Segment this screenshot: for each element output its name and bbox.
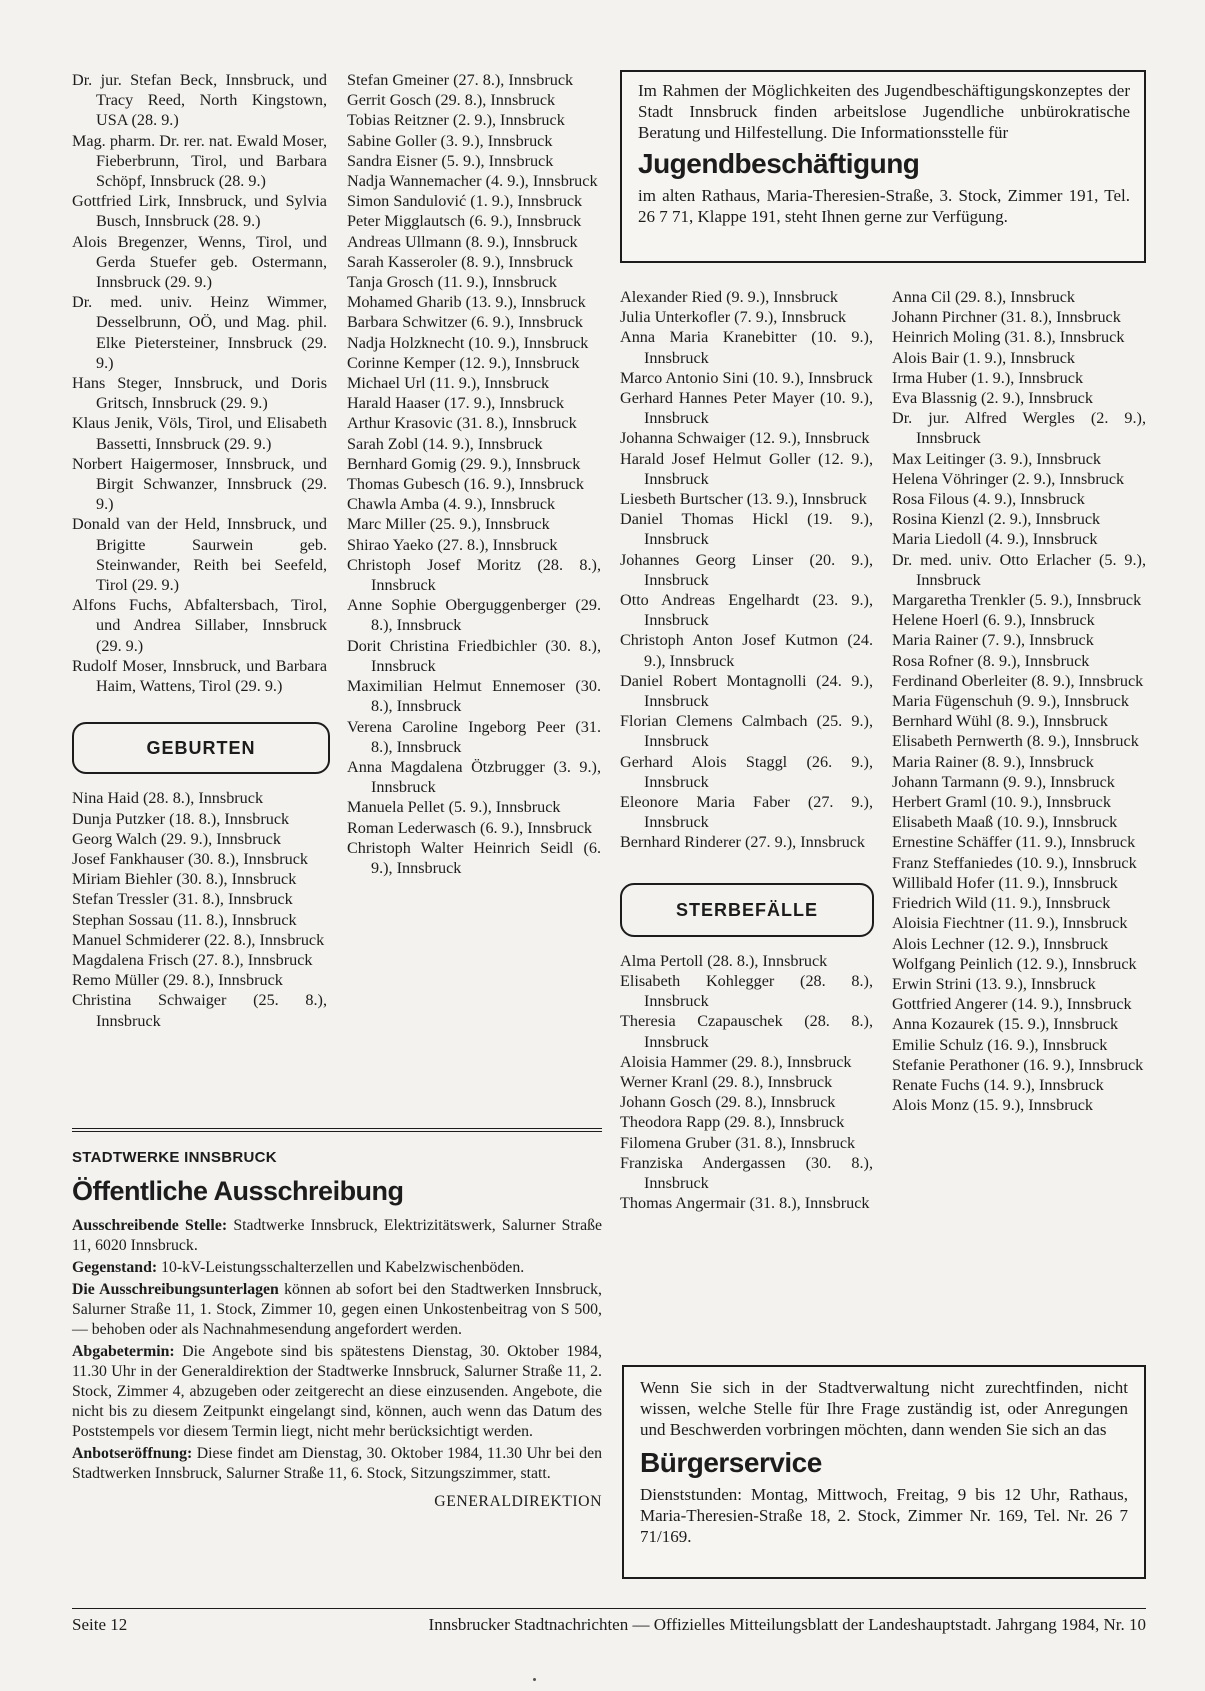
birth-entry: Maximilian Helmut Ennemoser (30. 8.), Innsbruck	[347, 677, 601, 716]
birth-entry: Sandra Eisner (5. 9.), Innsbruck	[347, 151, 554, 170]
tender-subject: Gegenstand: 10-kV-Leistungsschalterzellen und Kabelzwischenböden.	[72, 1259, 525, 1276]
birth-entry: Julia Unterkofler (7. 9.), Innsbruck	[620, 308, 847, 327]
birth-entry: Christoph Anton Josef Kutmon (24. 9.), Innsbruck	[620, 631, 873, 670]
tender-signature: GENERALDIREKTION	[434, 1493, 602, 1510]
birth-entry: Shirao Yaeko (27. 8.), Innsbruck	[347, 535, 558, 554]
birth-entry: Sarah Kasseroler (8. 9.), Innsbruck	[347, 252, 574, 271]
death-entry: Max Leitinger (3. 9.), Innsbruck	[892, 449, 1102, 468]
birth-entry: Eleonore Maria Faber (27. 9.), Innsbruck	[620, 793, 873, 832]
death-entry: Elisabeth Kohlegger (28. 8.), Innsbruck	[620, 971, 873, 1011]
death-entry: Friedrich Wild (11. 9.), Innsbruck	[892, 894, 1111, 913]
birth-entry: Christoph Josef Moritz (28. 8.), Innsbruck	[347, 555, 601, 595]
marriage-entry: Gottfried Lirk, Innsbruck, und Sylvia Busch, Innsbruck (28. 9.)	[72, 192, 327, 231]
page-number: Seite 12	[72, 1615, 128, 1634]
death-entry: Anna Kozaurek (15. 9.), Innsbruck	[892, 1015, 1119, 1034]
death-entry: Ernestine Schäffer (11. 9.), Innsbruck	[892, 833, 1136, 852]
birth-entry: Remo Müller (29. 8.), Innsbruck	[72, 971, 283, 990]
birth-entry: Sarah Zobl (14. 9.), Innsbruck	[347, 434, 543, 453]
birth-entry: Simon Sandulović (1. 9.), Innsbruck	[347, 192, 583, 211]
death-entry: Alois Monz (15. 9.), Innsbruck	[892, 1096, 1093, 1115]
death-entry: Margaretha Trenkler (5. 9.), Innsbruck	[892, 591, 1142, 610]
death-entry: Anna Cil (29. 8.), Innsbruck	[892, 288, 1075, 306]
death-entry: Theodora Rapp (29. 8.), Innsbruck	[620, 1113, 845, 1132]
citizen-service-intro: Wenn Sie sich in der Stadtverwaltung nicht zurechtfinden, nicht wissen, welche Stelle für Ihre Frage zuständig ist, oder Anregungen und Beschwerden vorbringen möchten, dann wenden Sie sich an das	[640, 1378, 1128, 1439]
death-entry: Franz Steffaniedes (10. 9.), Innsbruck	[892, 853, 1137, 872]
birth-entry: Tanja Grosch (11. 9.), Innsbruck	[347, 273, 557, 292]
birth-entry: Gerhard Alois Staggl (26. 9.), Innsbruck	[620, 752, 873, 791]
birth-entry: Alexander Ried (9. 9.), Innsbruck	[620, 288, 839, 306]
youth-employment-box	[620, 70, 1146, 263]
birth-entry: Michael Url (11. 9.), Innsbruck	[347, 374, 550, 393]
birth-entry: Arthur Krasovic (31. 8.), Innsbruck	[347, 414, 577, 433]
death-entry: Renate Fuchs (14. 9.), Innsbruck	[892, 1075, 1104, 1094]
tender-kicker: STADTWERKE INNSBRUCK	[72, 1149, 277, 1166]
tender-documents: Die Ausschreibungsunterlagen können ab sofort bei den Stadtwerken Innsbruck, Salurner Straße 11, 1. Stock, Zimmer 10, gegen einen Unkostenbeitrag von S 500,— behoben oder als Nachnahmesendung angefordert werden.	[72, 1281, 603, 1338]
page-footer	[72, 1608, 1146, 1635]
column-births-deaths	[620, 287, 873, 1213]
death-entry: Gottfried Angerer (14. 9.), Innsbruck	[892, 995, 1132, 1014]
birth-entry: Johanna Schwaiger (12. 9.), Innsbruck	[620, 429, 870, 448]
births-list-continued-2	[620, 287, 873, 853]
birth-entry: Harald Josef Helmut Goller (12. 9.), Innsbruck	[620, 449, 873, 488]
deaths-list	[620, 951, 873, 1214]
death-entry: Thomas Angermair (31. 8.), Innsbruck	[620, 1194, 870, 1213]
death-entry: Alois Bair (1. 9.), Innsbruck	[892, 348, 1075, 367]
birth-entry: Georg Walch (29. 9.), Innsbruck	[72, 829, 281, 848]
death-entry: Dr. med. univ. Otto Erlacher (5. 9.), Innsbruck	[892, 550, 1146, 589]
marriage-entry: Dr. jur. Stefan Beck, Innsbruck, und Tracy Reed, North Kingstown, USA (28. 9.)	[72, 71, 327, 130]
deaths-list-continued	[892, 287, 1146, 1115]
birth-entry: Corinne Kemper (12. 9.), Innsbruck	[347, 353, 580, 372]
death-entry: Werner Kranl (29. 8.), Innsbruck	[620, 1072, 833, 1091]
births-title: GEBURTEN	[146, 738, 256, 759]
birth-entry: Otto Andreas Engelhardt (23. 9.), Innsbruck	[620, 591, 873, 630]
death-entry: Rosina Kienzl (2. 9.), Innsbruck	[892, 510, 1101, 529]
death-entry: Maria Rainer (7. 9.), Innsbruck	[892, 631, 1094, 650]
birth-entry: Nadja Wannemacher (4. 9.), Innsbruck	[347, 172, 598, 191]
public-tender-notice	[72, 1148, 602, 1512]
youth-employment-title: Jugendbeschäftigung	[638, 148, 920, 179]
birth-entry: Stephan Sossau (11. 8.), Innsbruck	[72, 910, 297, 929]
birth-entry: Miriam Biehler (30. 8.), Innsbruck	[72, 870, 297, 889]
death-entry: Erwin Strini (13. 9.), Innsbruck	[892, 974, 1096, 993]
marriage-list	[72, 70, 327, 696]
tender-opening: Anbotseröffnung: Diese findet am Dienstag, 30. Oktober 1984, 11.30 Uhr bei den Stadtwerken Innsbruck, Salurner Straße 11, 6. Stock, Sitzungszimmer, statt.	[72, 1445, 602, 1482]
death-entry: Rosa Filous (4. 9.), Innsbruck	[892, 490, 1085, 509]
marriage-entry: Donald van der Held, Innsbruck, und Brigitte Saurwein geb. Steinwander, Reith bei Seefeld, Tirol (29. 9.)	[72, 515, 327, 595]
death-entry: Eva Blassnig (2. 9.), Innsbruck	[892, 389, 1093, 408]
birth-entry: Mohamed Gharib (13. 9.), Innsbruck	[347, 293, 586, 312]
deaths-title: STERBEFÄLLE	[675, 899, 818, 920]
print-speck	[533, 1678, 536, 1681]
death-entry: Ferdinand Oberleiter (8. 9.), Innsbruck	[892, 671, 1144, 690]
death-entry: Aloisia Hammer (29. 8.), Innsbruck	[620, 1052, 852, 1071]
birth-entry: Josef Fankhauser (30. 8.), Innsbruck	[72, 849, 309, 868]
birth-entry: Chawla Amba (4. 9.), Innsbruck	[347, 495, 556, 514]
birth-entry: Anne Sophie Oberguggenberger (29. 8.), Innsbruck	[347, 596, 601, 635]
section-heading-births	[72, 722, 330, 774]
birth-entry: Dunja Putzker (18. 8.), Innsbruck	[72, 809, 290, 828]
death-entry: Alma Pertoll (28. 8.), Innsbruck	[620, 951, 828, 970]
birth-entry: Anna Maria Kranebitter (10. 9.), Innsbruck	[620, 328, 873, 367]
marriage-entry: Hans Steger, Innsbruck, und Doris Gritsch, Innsbruck (29. 9.)	[72, 374, 327, 413]
birth-entry: Nina Haid (28. 8.), Innsbruck	[72, 789, 264, 808]
death-entry: Herbert Graml (10. 9.), Innsbruck	[892, 793, 1111, 812]
death-entry: Elisabeth Maaß (10. 9.), Innsbruck	[892, 813, 1118, 832]
death-entry: Rosa Rofner (8. 9.), Innsbruck	[892, 651, 1090, 670]
birth-entry: Christina Schwaiger (25. 8.), Innsbruck	[72, 991, 327, 1030]
death-entry: Filomena Gruber (31. 8.), Innsbruck	[620, 1133, 856, 1152]
marriage-entry: Klaus Jenik, Völs, Tirol, und Elisabeth Bassetti, Innsbruck (29. 9.)	[72, 414, 327, 453]
death-entry: Johann Gosch (29. 8.), Innsbruck	[620, 1093, 836, 1112]
birth-entry: Gerhard Hannes Peter Mayer (10. 9.), Innsbruck	[620, 389, 873, 428]
death-entry: Stefanie Perathoner (16. 9.), Innsbruck	[892, 1055, 1144, 1074]
birth-entry: Manuela Pellet (5. 9.), Innsbruck	[347, 798, 561, 817]
citizen-service-title: Bürgerservice	[640, 1447, 822, 1478]
publication-title: Innsbrucker Stadtnachrichten — Offizielles Mitteilungsblatt der Landeshauptstadt. Jahrgang 1984, Nr. 10	[428, 1615, 1146, 1634]
death-entry: Maria Fügenschuh (9. 9.), Innsbruck	[892, 692, 1129, 711]
birth-entry: Sabine Goller (3. 9.), Innsbruck	[347, 131, 553, 150]
death-entry: Irma Huber (1. 9.), Innsbruck	[892, 368, 1084, 387]
column-marriages-births	[72, 70, 327, 1031]
death-entry: Helena Vöhringer (2. 9.), Innsbruck	[892, 469, 1125, 488]
death-entry: Dr. jur. Alfred Wergles (2. 9.), Innsbruck	[892, 409, 1146, 448]
birth-entry: Andreas Ullmann (8. 9.), Innsbruck	[347, 232, 578, 251]
death-entry: Maria Liedoll (4. 9.), Innsbruck	[892, 530, 1098, 549]
birth-entry: Johannes Georg Linser (20. 9.), Innsbruck	[620, 550, 873, 589]
birth-entry: Daniel Thomas Hickl (19. 9.), Innsbruck	[620, 510, 873, 549]
birth-entry: Stefan Gmeiner (27. 8.), Innsbruck	[347, 71, 574, 89]
birth-entry: Anna Magdalena Ötzbrugger (3. 9.), Innsbruck	[347, 757, 601, 797]
birth-entry: Nadja Holzknecht (10. 9.), Innsbruck	[347, 333, 589, 352]
column-births-continued	[347, 70, 601, 878]
youth-employment-text: im alten Rathaus, Maria-Theresien-Straße, 3. Stock, Zimmer 191, Tel. 26 7 71, Klappe 191, steht Ihnen gerne zur Verfügung.	[638, 186, 1130, 226]
marriage-entry: Rudolf Moser, Innsbruck, und Barbara Haim, Wattens, Tirol (29. 9.)	[72, 656, 327, 696]
section-heading-deaths	[620, 883, 874, 937]
death-entry: Emilie Schulz (16. 9.), Innsbruck	[892, 1035, 1108, 1054]
birth-entry: Christoph Walter Heinrich Seidl (6. 9.), Innsbruck	[347, 838, 601, 877]
death-entry: Helene Hoerl (6. 9.), Innsbruck	[892, 611, 1095, 630]
birth-entry: Dorit Christina Friedbichler (30. 8.), Innsbruck	[347, 636, 601, 675]
birth-entry: Manuel Schmiderer (22. 8.), Innsbruck	[72, 930, 325, 949]
death-entry: Bernhard Wühl (8. 9.), Innsbruck	[892, 712, 1108, 731]
birth-entry: Peter Migglautsch (6. 9.), Innsbruck	[347, 212, 582, 231]
births-list	[72, 788, 327, 1030]
death-entry: Alois Lechner (12. 9.), Innsbruck	[892, 934, 1109, 953]
marriage-entry: Mag. pharm. Dr. rer. nat. Ewald Moser, Fieberbrunn, Tirol, und Barbara Schöpf, Innsbruck (28. 9.)	[72, 131, 327, 191]
birth-entry: Marco Antonio Sini (10. 9.), Innsbruck	[620, 368, 873, 387]
birth-entry: Bernhard Gomig (29. 9.), Innsbruck	[347, 454, 581, 473]
death-entry: Franziska Andergassen (30. 8.), Innsbruck	[620, 1153, 873, 1192]
birth-entry: Florian Clemens Calmbach (25. 9.), Innsbruck	[620, 712, 873, 751]
marriage-entry: Dr. med. univ. Heinz Wimmer, Desselbrunn, OÖ, und Mag. phil. Elke Pietersteiner, Innsbruck (29. 9.)	[72, 293, 327, 372]
section-divider	[72, 1128, 602, 1132]
birth-entry: Verena Caroline Ingeborg Peer (31. 8.), Innsbruck	[347, 717, 601, 756]
tender-deadline: Abgabetermin: Die Angebote sind bis spätestens Dienstag, 30. Oktober 1984, 11.30 Uhr in der Generaldirektion der Stadtwerke Innsbruck, Salurner Straße 11, 2. Stock, Zimmer 4, abzugeben oder zeitgerecht an diese einzusenden. Angebote, die nicht bis zu diesem Zeitpunkt eingelangt sind, können, auch wenn das Datum des Poststempels vor diesem Termin liegt, nicht mehr berücksichtigt werden.	[72, 1343, 603, 1440]
death-entry: Maria Rainer (8. 9.), Innsbruck	[892, 752, 1094, 771]
column-deaths-continued	[892, 287, 1146, 1115]
birth-entry: Liesbeth Burtscher (13. 9.), Innsbruck	[620, 490, 867, 509]
birth-entry: Gerrit Gosch (29. 8.), Innsbruck	[347, 91, 556, 110]
birth-entry: Barbara Schwitzer (6. 9.), Innsbruck	[347, 313, 583, 332]
marriage-entry: Alfons Fuchs, Abfaltersbach, Tirol, und Andrea Sillaber, Innsbruck (29. 9.)	[72, 596, 327, 655]
birth-entry: Thomas Gubesch (16. 9.), Innsbruck	[347, 475, 584, 494]
death-entry: Aloisia Fiechtner (11. 9.), Innsbruck	[892, 914, 1128, 933]
death-entry: Johann Pirchner (31. 8.), Innsbruck	[892, 308, 1121, 327]
marriage-entry: Alois Bregenzer, Wenns, Tirol, und Gerda Stuefer geb. Ostermann, Innsbruck (29. 9.)	[72, 232, 327, 292]
citizen-service-box	[622, 1365, 1146, 1579]
birth-entry: Marc Miller (25. 9.), Innsbruck	[347, 515, 550, 534]
tender-issuer: Ausschreibende Stelle: Stadtwerke Innsbruck, Elektrizitätswerk, Salurner Straße 11, 6020 Innsbruck.	[72, 1217, 603, 1254]
birth-entry: Magdalena Frisch (27. 8.), Innsbruck	[72, 950, 313, 969]
birth-entry: Bernhard Rinderer (27. 9.), Innsbruck	[620, 833, 865, 852]
death-entry: Wolfgang Peinlich (12. 9.), Innsbruck	[892, 954, 1137, 973]
birth-entry: Daniel Robert Montagnolli (24. 9.), Innsbruck	[620, 671, 873, 711]
birth-entry: Tobias Reitzner (2. 9.), Innsbruck	[347, 111, 565, 130]
birth-entry: Stefan Tressler (31. 8.), Innsbruck	[72, 890, 293, 909]
death-entry: Heinrich Moling (31. 8.), Innsbruck	[892, 328, 1125, 347]
birth-entry: Harald Haaser (17. 9.), Innsbruck	[347, 394, 565, 413]
death-entry: Elisabeth Pernwerth (8. 9.), Innsbruck	[892, 732, 1139, 751]
marriage-entry: Norbert Haigermoser, Innsbruck, und Birgit Schwanzer, Innsbruck (29. 9.)	[72, 454, 327, 514]
death-entry: Willibald Hofer (11. 9.), Innsbruck	[892, 873, 1118, 892]
death-entry: Johann Tarmann (9. 9.), Innsbruck	[892, 772, 1115, 791]
citizen-service-text: Dienststunden: Montag, Mittwoch, Freitag, 9 bis 12 Uhr, Rathaus, Maria-Theresien-Straße 18, 2. Stock, Zimmer Nr. 169, Tel. Nr. 26 7 71/169.	[640, 1485, 1128, 1546]
birth-entry: Roman Lederwasch (6. 9.), Innsbruck	[347, 818, 592, 837]
tender-headline: Öffentliche Ausschreibung	[72, 1176, 404, 1206]
death-entry: Theresia Czapauschek (28. 8.), Innsbruck	[620, 1012, 873, 1051]
youth-employment-intro: Im Rahmen der Möglichkeiten des Jugendbeschäftigungskonzeptes der Stadt Innsbruck finden arbeitslose Jugendliche unbürokratische Beratung und Hilfestellung. Die Informationsstelle für	[638, 81, 1130, 142]
births-list-continued	[347, 70, 601, 878]
